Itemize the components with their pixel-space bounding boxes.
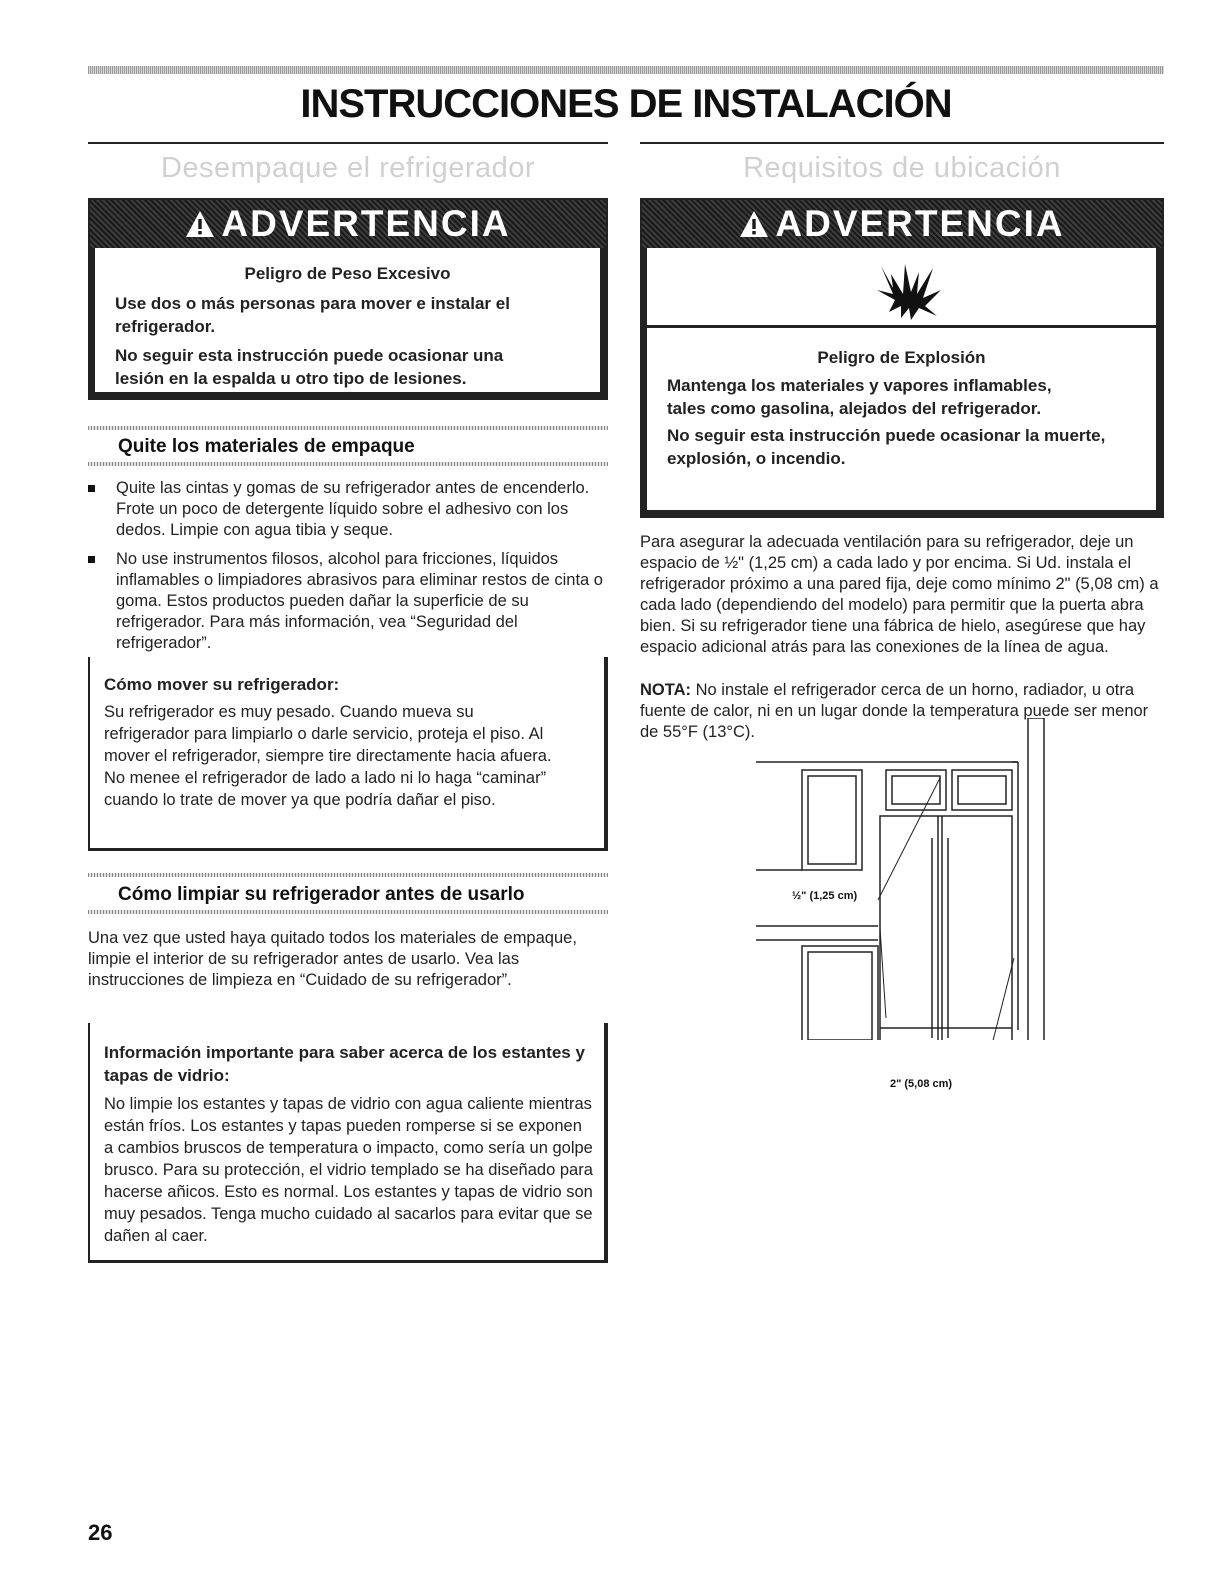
note-label: NOTA: (640, 681, 692, 699)
left-column-rule (88, 142, 608, 144)
ventilation-paragraph: Para asegurar la adecuada ventilación para su refrigerador, deje un espacio de ½" (1,25 cm) a cada lado y por encima. Si Ud. instala el refrigerador próximo a una pared fija, deje como mínimo 2" (5,08 cm) a cada lado (dependiendo del modelo) para permitir que la puerta abra bien. Si su refrigerador tiene una fábrica de hielo, asegúrese que hay espacio adicional atrás para las conexiones de la línea de agua. (640, 533, 1159, 656)
divider (88, 426, 608, 430)
explosion-icon (871, 260, 947, 320)
warning-header (90, 200, 606, 248)
page-number: 26 (88, 1520, 113, 1545)
remove-packaging-heading: Quite los materiales de empaque (118, 436, 415, 457)
weight-warning-line2: No seguir esta instrucción puede ocasionar una lesión en la espalda u otro tipo de lesiones. (115, 346, 504, 388)
glass-info-box (88, 1023, 608, 1263)
list-item: Quite las cintas y gomas de su refrigerador antes de encenderlo. Frote un poco de detergente líquido sobre el adhesivo con los dedos. Limpie con agua tibia y seque. (88, 478, 604, 541)
top-rule (88, 66, 1164, 74)
glass-box-text: No limpie los estantes y tapas de vidrio con agua caliente mientras están fríos. Los estantes y tapas pueden romperse si se exponen a cambios bruscos de temperatura o impacto, como sería un golpe brusco. Para su protección, el vidrio templado se ha diseñado para hacerse añicos. Esto es normal. Los estantes y tapas de vidrio son muy pesados. Tenga mucho cuidado al sacarlos para evitar que se dañen al caer. (104, 1095, 593, 1245)
warning-header (642, 200, 1162, 248)
two-inch-clearance-label: 2" (5,08 cm) (890, 1078, 953, 1090)
half-inch-clearance-label: ½" (1,25 cm) (792, 890, 858, 902)
divider (88, 873, 608, 877)
divider (88, 910, 608, 914)
cleaning-heading: Cómo limpiar su refrigerador antes de usarlo (118, 884, 525, 905)
weight-warning-box (88, 198, 608, 400)
explosion-hazard-title: Peligro de Explosión (817, 348, 986, 367)
warning-header-label: ADVERTENCIA (221, 203, 511, 244)
note-text: No instale el refrigerador cerca de un horno, radiador, u otra fuente de calor, ni en un lugar donde la temperatura puede ser menor de 55°F (13°C). (640, 681, 1149, 741)
warning-triangle-icon (739, 210, 769, 238)
glass-box-title: Información importante para saber acerca de los estantes y tapas de vidrio: (104, 1043, 585, 1085)
weight-warning-line1: Use dos o más personas para mover e instalar el refrigerador. (115, 294, 510, 336)
warning-header-label: ADVERTENCIA (775, 203, 1065, 244)
warning-triangle-icon (185, 210, 215, 238)
cleaning-text: Una vez que usted haya quitado todos los materiales de empaque, limpie el interior de su refrigerador antes de usarlo. Vea las instrucciones de limpieza en “Cuidado de su refrigerador”. (88, 929, 577, 989)
moving-box-text: Su refrigerador es muy pesado. Cuando mueva su refrigerador para limpiarlo o darle servicio, proteja el piso. Al mover el refrigerador, siempre tire directamente hacia afuera. No menee el refrigerador de lado a lado ni lo haga “caminar” cuando lo trate de mover ya que podría dañar el piso. (104, 703, 552, 809)
explosion-warning-line1: Mantenga los materiales y vapores inflamables, tales como gasolina, alejados del refrigerador. (667, 376, 1052, 418)
left-section-title: Desempaque el refrigerador (160, 152, 536, 184)
refrigerator-clearance-figure (756, 718, 1048, 1040)
list-item: No use instrumentos filosos, alcohol para fricciones, líquidos inflamables o limpiadores abrasivos para eliminar restos de cinta o goma. Estos productos pueden dañar la superficie de su refrigerador. Para más información, vea “Seguridad del refrigerador”. (88, 549, 604, 654)
right-section-title: Requisitos de ubicación (743, 152, 1061, 184)
explosion-warning-box (640, 198, 1164, 518)
page-title: INSTRUCCIONES DE INSTALACIÓN (300, 82, 952, 126)
weight-hazard-title: Peligro de Peso Excesivo (244, 264, 451, 283)
divider (88, 462, 608, 466)
moving-info-box (88, 657, 608, 851)
right-column-rule (640, 142, 1164, 144)
moving-box-title: Cómo mover su refrigerador: (104, 675, 340, 694)
remove-packaging-list (88, 478, 604, 662)
explosion-warning-line2: No seguir esta instrucción puede ocasionar la muerte, explosión, o incendio. (667, 426, 1106, 468)
